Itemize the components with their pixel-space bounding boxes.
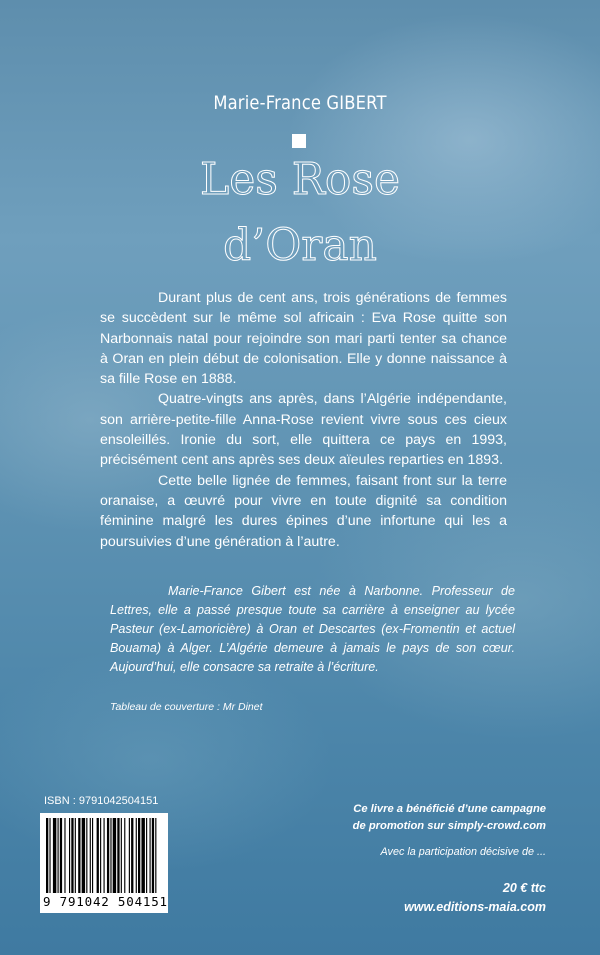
summary-paragraph: Quatre-vingts ans après, dans l’Algérie indépendante, son arrière-petite-fille Anna-Rose revient vivre sous ces cieux ensoleillés. Ironie du sort, elle quittera ce pays en 1993, précisément cent ans après ses deux aïeules reparties en 1893. <box>100 391 507 469</box>
barcode-bar <box>152 818 154 893</box>
barcode-bar <box>146 818 147 893</box>
barcode-bar <box>46 818 48 893</box>
barcode-bar <box>124 818 125 893</box>
barcode-bar <box>117 818 119 893</box>
barcode-bar <box>131 818 133 893</box>
barcode-bar <box>90 818 91 893</box>
author-name: Marie-France GIBERT <box>213 92 387 114</box>
promotion-note <box>316 801 546 835</box>
barcode-bar <box>155 818 156 893</box>
barcode-bar <box>141 818 144 893</box>
barcode-bar <box>100 818 101 893</box>
barcode-bar <box>121 818 122 893</box>
author-bio <box>110 582 515 677</box>
decorative-square-icon <box>292 134 306 148</box>
publisher-website[interactable]: www.editions-maia.com <box>404 900 546 914</box>
barcode-bar <box>150 818 151 893</box>
barcode-bar <box>92 818 93 893</box>
barcode-bar <box>110 818 111 893</box>
barcode-bar <box>53 818 56 893</box>
promotion-line: Ce livre a bénéficié d’une campagne <box>353 803 546 815</box>
barcode-bar <box>75 818 76 893</box>
barcode-bar <box>129 818 130 893</box>
author-bio-text: Marie-France Gibert est née à Narbonne. Professeur de Lettres, elle a passé presque toute sa carrière à enseigner au lycée Pasteur (ex-Lamoricière) à Oran et Descartes (ex-Fromentin et actuel Bouama) à Alger. L’Algérie demeure à jamais le pays de son cœur. Aujourd’hui, elle consacre sa retraite à l’écriture. <box>110 584 515 674</box>
book-title-line-2: d’Oran <box>223 220 377 271</box>
barcode-bar <box>82 818 85 893</box>
barcode-bar <box>71 818 73 893</box>
summary-paragraph: Cette belle lignée de femmes, faisant front sur la terre oranaise, a œuvré pour vivre en toute dignité sa condition féminine malgré les dures épines d’une infortune qui les a poursuivies d’une génération à l’autre. <box>100 472 507 550</box>
promotion-line: de promotion sur simply-crowd.com <box>352 820 546 832</box>
price: 20 € ttc <box>502 881 546 895</box>
barcode-bar <box>104 818 105 893</box>
barcode-bar <box>69 818 70 893</box>
barcode-bar <box>64 818 65 893</box>
barcode-bar <box>113 818 116 893</box>
barcode-bar <box>136 818 137 893</box>
barcode-bar <box>78 818 80 893</box>
barcode-bar <box>60 818 62 893</box>
barcode-bar <box>107 818 109 893</box>
barcode <box>40 813 168 913</box>
barcode-bar <box>58 818 59 893</box>
participation-note: Avec la participation décisive de ... <box>380 846 546 858</box>
barcode-bar <box>86 818 87 893</box>
cover-credit: Tableau de couverture : Mr Dinet <box>110 701 263 713</box>
summary-paragraph: Durant plus de cent ans, trois générations de femmes se succèdent sur le même sol africain : Eva Rose quitte son Narbonnais natal pour rejoindre son mari parti tenter sa chance à Oran en plein début de colonisation. Elle y donne naissance à sa fille Rose en 1888. <box>100 290 507 388</box>
barcode-bar <box>97 818 99 893</box>
barcode-bar <box>138 818 140 893</box>
barcode-bar <box>49 818 50 893</box>
barcode-number: 9 791042 504151 <box>43 894 168 909</box>
book-title-line-1: Les Rose <box>199 154 401 205</box>
isbn-label: ISBN : 9791042504151 <box>44 795 159 807</box>
book-summary <box>100 288 507 552</box>
